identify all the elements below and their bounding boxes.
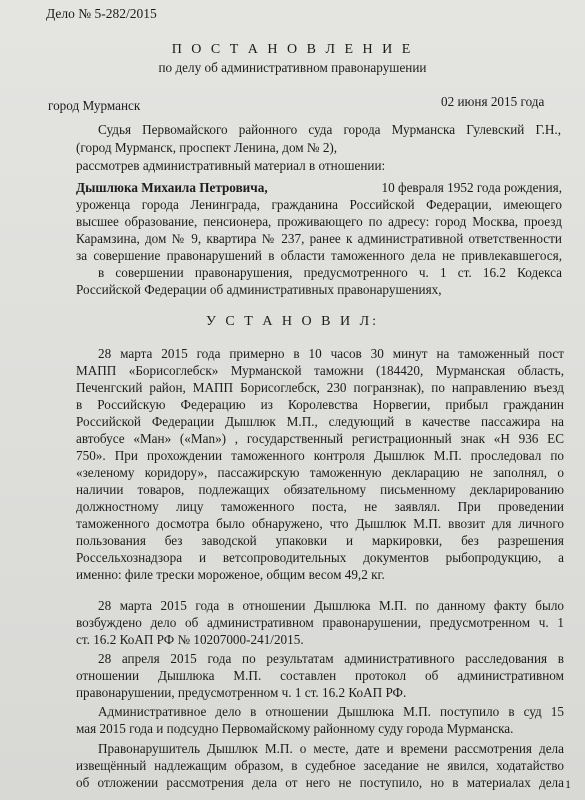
document-subtitle: по делу об административном правонарушении — [158, 60, 427, 75]
body-line: Административное дело в отношении Дышлюка М.П. поступило в суд 15 — [98, 704, 564, 719]
body-line: МАПП «Борисоглебск» Мурманской таможни (184420, Мурманская область, — [76, 363, 564, 378]
date: 02 июня 2015 года — [441, 94, 545, 109]
person-name: Дышлюка Михаила Петровича, — [76, 180, 268, 195]
case-number: Дело № 5-282/2015 — [46, 6, 157, 21]
body-line: Печенгский район, МАПП Борисоглебск, 230 погранзнак), по направлению въезд — [76, 380, 564, 395]
body-line: 28 марта 2015 года в отношении Дышлюка М.П. по данному факту было — [98, 598, 564, 613]
body-line: извещённый надлежащим образом, в судебное заседание не явился, ходатайство — [76, 758, 564, 773]
body-line: пользования без заводской упаковки и маркировки, без разрешения — [76, 533, 564, 548]
body-line: автобусе «Ман» («Man») , государственный регистрационный знак «Н 936 ЕС — [76, 431, 564, 446]
body-line: именно: филе трески мороженое, общим весом 49,2 кг. — [76, 567, 385, 582]
person-line: Карамзина, дом № 9, квартира № 237, ранее к административной ответственности — [76, 231, 562, 246]
body-line: об отложении рассмотрения дела от него не поступило, но в материалах дела — [76, 775, 564, 790]
intro-line: Судья Первомайского районного суда города Мурманска Гулевский Г.Н., — [98, 122, 561, 137]
body-line: мая 2015 года и подсудно Первомайскому районному суду города Мурманска. — [76, 721, 514, 736]
body-line: ст. 16.2 КоАП РФ № 10207000-241/2015. — [76, 632, 304, 647]
ustanovil-heading: У С Т А Н О В И Л: — [206, 314, 379, 329]
person-line: в совершении правонарушения, предусмотренного ч. 1 ст. 16.2 Кодекса — [98, 265, 562, 280]
body-line: Правонарушитель Дышлюк М.П. о месте, дате и времени рассмотрения дела — [98, 741, 564, 756]
intro-line: рассмотрев административный материал в отношении: — [76, 158, 386, 173]
intro-line: (город Мурманск, проспект Ленина, дом № 2), — [76, 140, 338, 155]
body-line: 28 апреля 2015 года по результатам административного расследования в — [98, 651, 564, 666]
body-line: наличии товаров, подлежащих обязательному письменному декларированию — [76, 482, 564, 497]
body-line: отношении Дышлюка М.П. составлен протокол об административном — [76, 668, 564, 683]
body-line: 750». При прохождении таможенного контроля Дышлюк М.П. проследовал по — [76, 448, 564, 463]
body-line: таможенного досмотра было обнаружено, что Дышлюк М.П. ввозит для личного — [76, 516, 564, 531]
person-line: уроженца города Ленинграда, гражданина Российской Федерации, имеющего — [76, 197, 562, 212]
body-line: должностному лицу таможенного поста, не заявлял. При проведении — [76, 499, 564, 514]
person-line: за совершение правонарушений в области таможенного дела не привлекавшегося, — [76, 248, 562, 263]
body-line: 28 марта 2015 года примерно в 10 часов 30 минут на таможенный пост — [98, 346, 564, 361]
person-line — [76, 180, 562, 195]
body-line: правонарушении, предусмотренном ч. 1 ст. 16.2 КоАП РФ. — [76, 685, 407, 700]
body-line: Россельхознадзора и ветсопроводительных документов рыбопродукцию, а — [76, 550, 564, 565]
body-line: в Российскую Федерацию из Королевства Норвегии, прибыл гражданин — [76, 397, 564, 412]
person-line: Российской Федерации об административных правонарушениях, — [76, 282, 442, 297]
person-birth: 10 февраля 1952 года рождения, — [381, 180, 562, 195]
document-title: П О С Т А Н О В Л Е Н И Е — [171, 42, 414, 57]
person-line: высшее образование, пенсионера, проживающего по адресу: город Москва, проезд — [76, 214, 562, 229]
body-line: «зеленому коридору», пассажирскую таможенную декларацию не заполнял, о — [76, 465, 564, 480]
city: город Мурманск — [48, 98, 141, 113]
body-line: Российской Федерации Дышлюк М.П., следующий в качестве пассажира на — [76, 414, 564, 429]
page-number: 1 — [565, 777, 571, 791]
body-line: возбуждено дело об административном правонарушении, предусмотренном ч. 1 — [76, 615, 564, 630]
